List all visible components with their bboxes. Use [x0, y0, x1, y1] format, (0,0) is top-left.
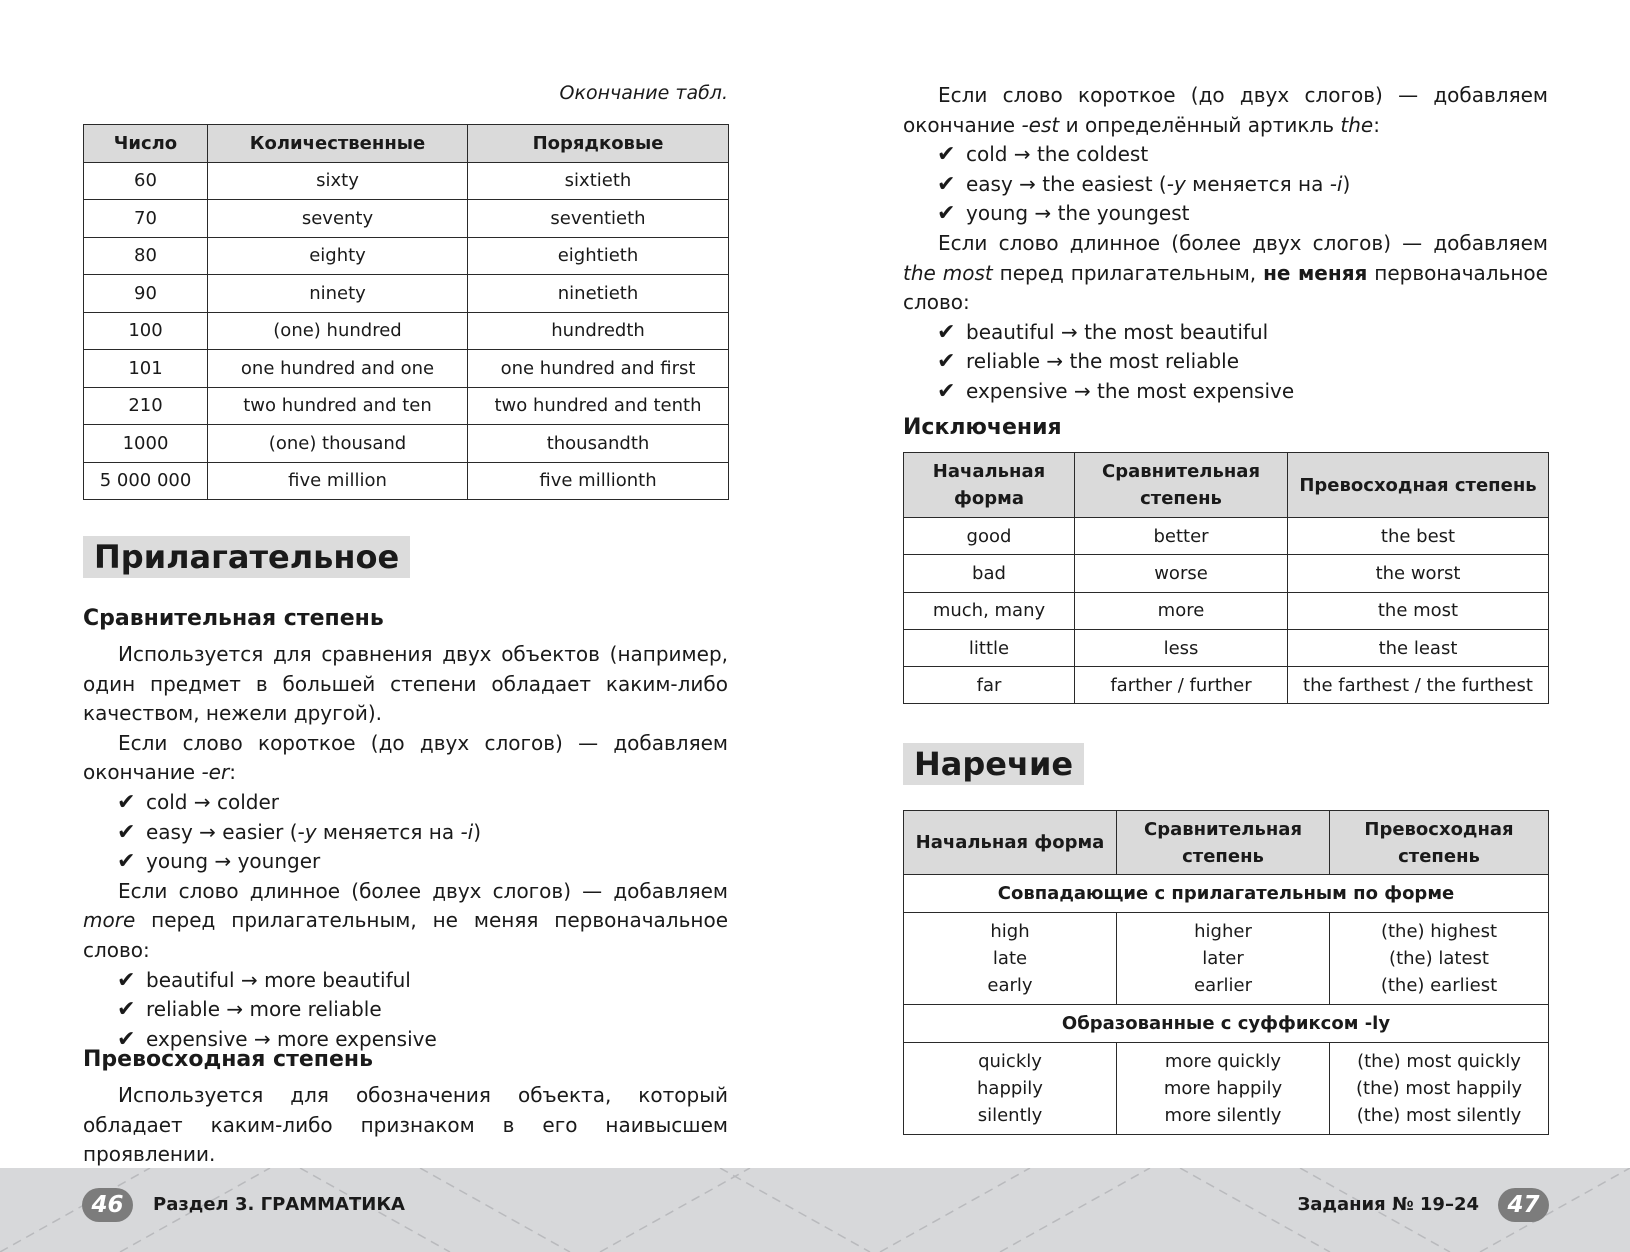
table-cell: one hundred and one	[208, 350, 468, 388]
table-cell: one hundred and first	[468, 350, 729, 388]
table-cell: 5 000 000	[84, 462, 208, 500]
table-cell: (one) hundred	[208, 312, 468, 350]
column-header: Превосходная степень	[1288, 453, 1549, 518]
table-cell: the least	[1288, 629, 1549, 666]
cell-line: (the) most quickly	[1357, 1051, 1521, 1072]
table-cell: worse	[1075, 555, 1288, 592]
adverbs-table	[903, 810, 1549, 1135]
rule-text: перед прилагательным,	[992, 260, 1264, 285]
cell-line: (the) latest	[1389, 948, 1489, 969]
example-suffix: -i	[460, 819, 474, 844]
example-text: easy → the easiest (	[966, 171, 1167, 196]
numbers-table	[83, 124, 729, 500]
cell-line: (the) earliest	[1380, 975, 1498, 996]
table-row	[84, 425, 729, 463]
comparative-paragraph: Используется для сравнения двух объектов (например, один предмет в большей степени обладает каким-либо качеством, нежели другой).	[83, 642, 728, 726]
check-icon: ✔	[937, 171, 956, 197]
rule-text: первоначальное слово:	[903, 260, 1548, 315]
table-row	[84, 200, 729, 238]
table-cell: eighty	[208, 237, 468, 275]
short-word-rule	[903, 81, 1548, 140]
example-item	[937, 318, 1548, 348]
exceptions-table-body	[904, 518, 1549, 704]
example-text: beautiful → more beautiful	[146, 967, 411, 992]
superlative-heading: Превосходная степень	[83, 1047, 374, 1072]
column-header: Сравнительная степень	[1117, 811, 1330, 875]
column-header: Сравнительная степень	[1075, 453, 1288, 518]
table-cell: 80	[84, 237, 208, 275]
example-text: cold → colder	[146, 789, 279, 814]
table-cell: sixty	[208, 162, 468, 200]
table-cell: seventy	[208, 200, 468, 238]
example-suffix: -y	[297, 819, 317, 844]
table-row	[904, 518, 1549, 555]
table-row	[84, 162, 729, 200]
table-row	[84, 387, 729, 425]
superlative-text	[83, 1081, 728, 1170]
left-page	[83, 0, 728, 1168]
table-cell: 100	[84, 312, 208, 350]
table-cell: ninetieth	[468, 275, 729, 313]
suffix-text: -er	[201, 760, 230, 785]
column-header: Начальная форма	[904, 811, 1117, 875]
column-header: Количественные	[208, 125, 468, 163]
table-cell: more	[1075, 592, 1288, 629]
right-running-title: Задания № 19–24	[1297, 1194, 1479, 1215]
table-cell	[1117, 1043, 1330, 1135]
long-word-rule	[903, 229, 1548, 318]
table-cell: the worst	[1288, 555, 1549, 592]
check-icon: ✔	[937, 319, 956, 345]
example-note: меняется на	[316, 819, 461, 844]
emphasis-text: не меняя	[1263, 260, 1368, 285]
cell-line: early	[987, 975, 1033, 996]
table-cell: little	[904, 629, 1075, 666]
numbers-table-header-row	[84, 125, 729, 163]
table-row	[904, 592, 1549, 629]
column-header: Начальная форма	[904, 453, 1075, 518]
table-cell	[904, 1043, 1117, 1135]
rule-text: Если слово короткое (до двух слогов) — добавляем окончание	[83, 730, 728, 785]
table-cell: five million	[208, 462, 468, 500]
table-cell: better	[1075, 518, 1288, 555]
table-row	[904, 555, 1549, 592]
exceptions-heading: Исключения	[903, 415, 1062, 440]
table-cell: 90	[84, 275, 208, 313]
table-cell: sixtieth	[468, 162, 729, 200]
table-row	[84, 312, 729, 350]
check-icon: ✔	[117, 997, 136, 1023]
cell-line: later	[1202, 948, 1244, 969]
cell-line: happily	[977, 1078, 1043, 1099]
table-cell: bad	[904, 555, 1075, 592]
column-header: Порядковые	[468, 125, 729, 163]
table-continuation-note: Окончание табл.	[559, 82, 728, 104]
table-cell: good	[904, 518, 1075, 555]
check-icon: ✔	[117, 1026, 136, 1052]
left-page-number: 46	[82, 1188, 133, 1222]
table-cell: 101	[84, 350, 208, 388]
cell-line: earlier	[1194, 975, 1252, 996]
table-row	[84, 350, 729, 388]
rule-text: :	[229, 760, 236, 785]
column-header: Превосходная степень	[1330, 811, 1549, 875]
table-cell	[904, 913, 1117, 1005]
rule-text: перед прилагательным, не меняя первоначальное слово:	[83, 908, 728, 962]
example-text: expensive → the most expensive	[966, 378, 1295, 403]
table-cell: far	[904, 667, 1075, 704]
page-footer	[0, 1168, 1630, 1252]
numbers-table-body	[84, 162, 729, 500]
table-cell	[1117, 913, 1330, 1005]
table-cell: farther / further	[1075, 667, 1288, 704]
table-cell: ninety	[208, 275, 468, 313]
table-row	[904, 629, 1549, 666]
cell-line: higher	[1194, 921, 1252, 942]
short-examples-list	[83, 788, 728, 877]
comparative-heading: Сравнительная степень	[83, 606, 384, 631]
example-note: )	[473, 819, 482, 844]
group-row	[904, 1005, 1549, 1043]
table-cell	[1330, 913, 1549, 1005]
rule-text: Если слово длинное (более двух слогов) — добавляем	[938, 230, 1548, 255]
section-title-adjective: Прилагательное	[83, 536, 410, 578]
superlative-rules-text	[903, 81, 1548, 407]
table-row	[84, 237, 729, 275]
table-row	[904, 667, 1549, 704]
example-item	[937, 140, 1548, 170]
table-cell: less	[1075, 629, 1288, 666]
example-item	[937, 170, 1548, 200]
example-suffix: -y	[1166, 171, 1186, 196]
table-cell: 210	[84, 387, 208, 425]
check-icon: ✔	[117, 849, 136, 875]
table-row	[904, 913, 1549, 1005]
example-item	[117, 966, 728, 996]
check-icon: ✔	[117, 967, 136, 993]
adverbs-table-header-row	[904, 811, 1549, 875]
short-word-rule	[83, 729, 728, 788]
table-cell: two hundred and tenth	[468, 387, 729, 425]
table-cell: thousandth	[468, 425, 729, 463]
check-icon: ✔	[937, 378, 956, 404]
example-text: reliable → more reliable	[146, 997, 382, 1022]
right-page	[903, 0, 1548, 1168]
check-icon: ✔	[937, 142, 956, 168]
rule-text: и определённый артикль	[1059, 112, 1341, 137]
example-text: expensive → more expensive	[146, 1026, 437, 1051]
table-cell: five millionth	[468, 462, 729, 500]
table-cell: the most	[1288, 592, 1549, 629]
cell-line: more happily	[1163, 1078, 1283, 1099]
check-icon: ✔	[937, 349, 956, 375]
rule-text: Если слово короткое (до двух слогов) — добавляем окончание	[903, 83, 1548, 137]
article-word: the	[1340, 112, 1374, 137]
example-item	[117, 788, 728, 818]
table-cell	[1330, 1043, 1549, 1135]
superlative-paragraph: Используется для обозначения объекта, который обладает каким-либо признаком в его наивысшем проявлении.	[83, 1083, 728, 1167]
cell-line: quickly	[978, 1051, 1042, 1072]
table-cell: (one) thousand	[208, 425, 468, 463]
table-cell: 1000	[84, 425, 208, 463]
section-title-adverb: Наречие	[903, 743, 1084, 785]
rule-text: Если слово длинное (более двух слогов) — добавляем	[118, 878, 728, 903]
long-examples-list	[83, 966, 728, 1055]
cell-line: silently	[977, 1105, 1043, 1126]
cell-line: (the) most happily	[1356, 1078, 1522, 1099]
example-item	[117, 847, 728, 877]
short-examples-list	[903, 140, 1548, 229]
example-text: young → the youngest	[966, 201, 1190, 226]
example-text: reliable → the most reliable	[966, 349, 1240, 374]
table-row	[84, 275, 729, 313]
example-note: меняется на	[1185, 171, 1330, 196]
rule-text: :	[1373, 112, 1380, 137]
cell-line: more quickly	[1164, 1051, 1282, 1072]
cell-line: more silently	[1164, 1105, 1282, 1126]
table-cell: the farthest / the furthest	[1288, 667, 1549, 704]
long-examples-list	[903, 318, 1548, 407]
adverbs-table-body	[904, 875, 1549, 1135]
left-running-title: Раздел 3. ГРАММАТИКА	[153, 1194, 405, 1215]
table-cell: two hundred and ten	[208, 387, 468, 425]
table-row	[84, 462, 729, 500]
table-cell: much, many	[904, 592, 1075, 629]
check-icon: ✔	[117, 819, 136, 845]
exceptions-table-header-row	[904, 453, 1549, 518]
example-item	[937, 199, 1548, 229]
long-word-rule	[83, 877, 728, 966]
cell-line: (the) most silently	[1356, 1105, 1522, 1126]
column-header: Число	[84, 125, 208, 163]
table-row	[904, 1043, 1549, 1135]
example-item	[117, 995, 728, 1025]
check-icon: ✔	[117, 789, 136, 815]
example-suffix: -i	[1329, 171, 1343, 196]
check-icon: ✔	[937, 201, 956, 227]
example-item	[117, 818, 728, 848]
example-note: )	[1342, 171, 1351, 196]
example-text: beautiful → the most beautiful	[966, 319, 1269, 344]
table-cell: hundredth	[468, 312, 729, 350]
example-text: young → younger	[146, 849, 321, 874]
example-text: cold → the coldest	[966, 142, 1149, 167]
table-cell: eightieth	[468, 237, 729, 275]
comparative-text	[83, 640, 728, 1054]
the-most-word: the most	[903, 260, 993, 285]
table-cell: 70	[84, 200, 208, 238]
cell-line: (the) highest	[1380, 921, 1498, 942]
example-text: easy → easier (	[146, 819, 298, 844]
table-cell: seventieth	[468, 200, 729, 238]
group-label: Совпадающие с прилагательным по форме	[904, 875, 1549, 913]
group-label: Образованные с суффиксом -ly	[904, 1005, 1549, 1043]
cell-line: high	[990, 921, 1030, 942]
example-item	[937, 377, 1548, 407]
suffix-text: -est	[1021, 112, 1060, 137]
table-cell: the best	[1288, 518, 1549, 555]
more-word: more	[83, 908, 136, 933]
right-page-number: 47	[1498, 1188, 1549, 1222]
exceptions-table	[903, 452, 1549, 704]
table-cell: 60	[84, 162, 208, 200]
group-row	[904, 875, 1549, 913]
cell-line: late	[992, 948, 1028, 969]
example-item	[937, 347, 1548, 377]
